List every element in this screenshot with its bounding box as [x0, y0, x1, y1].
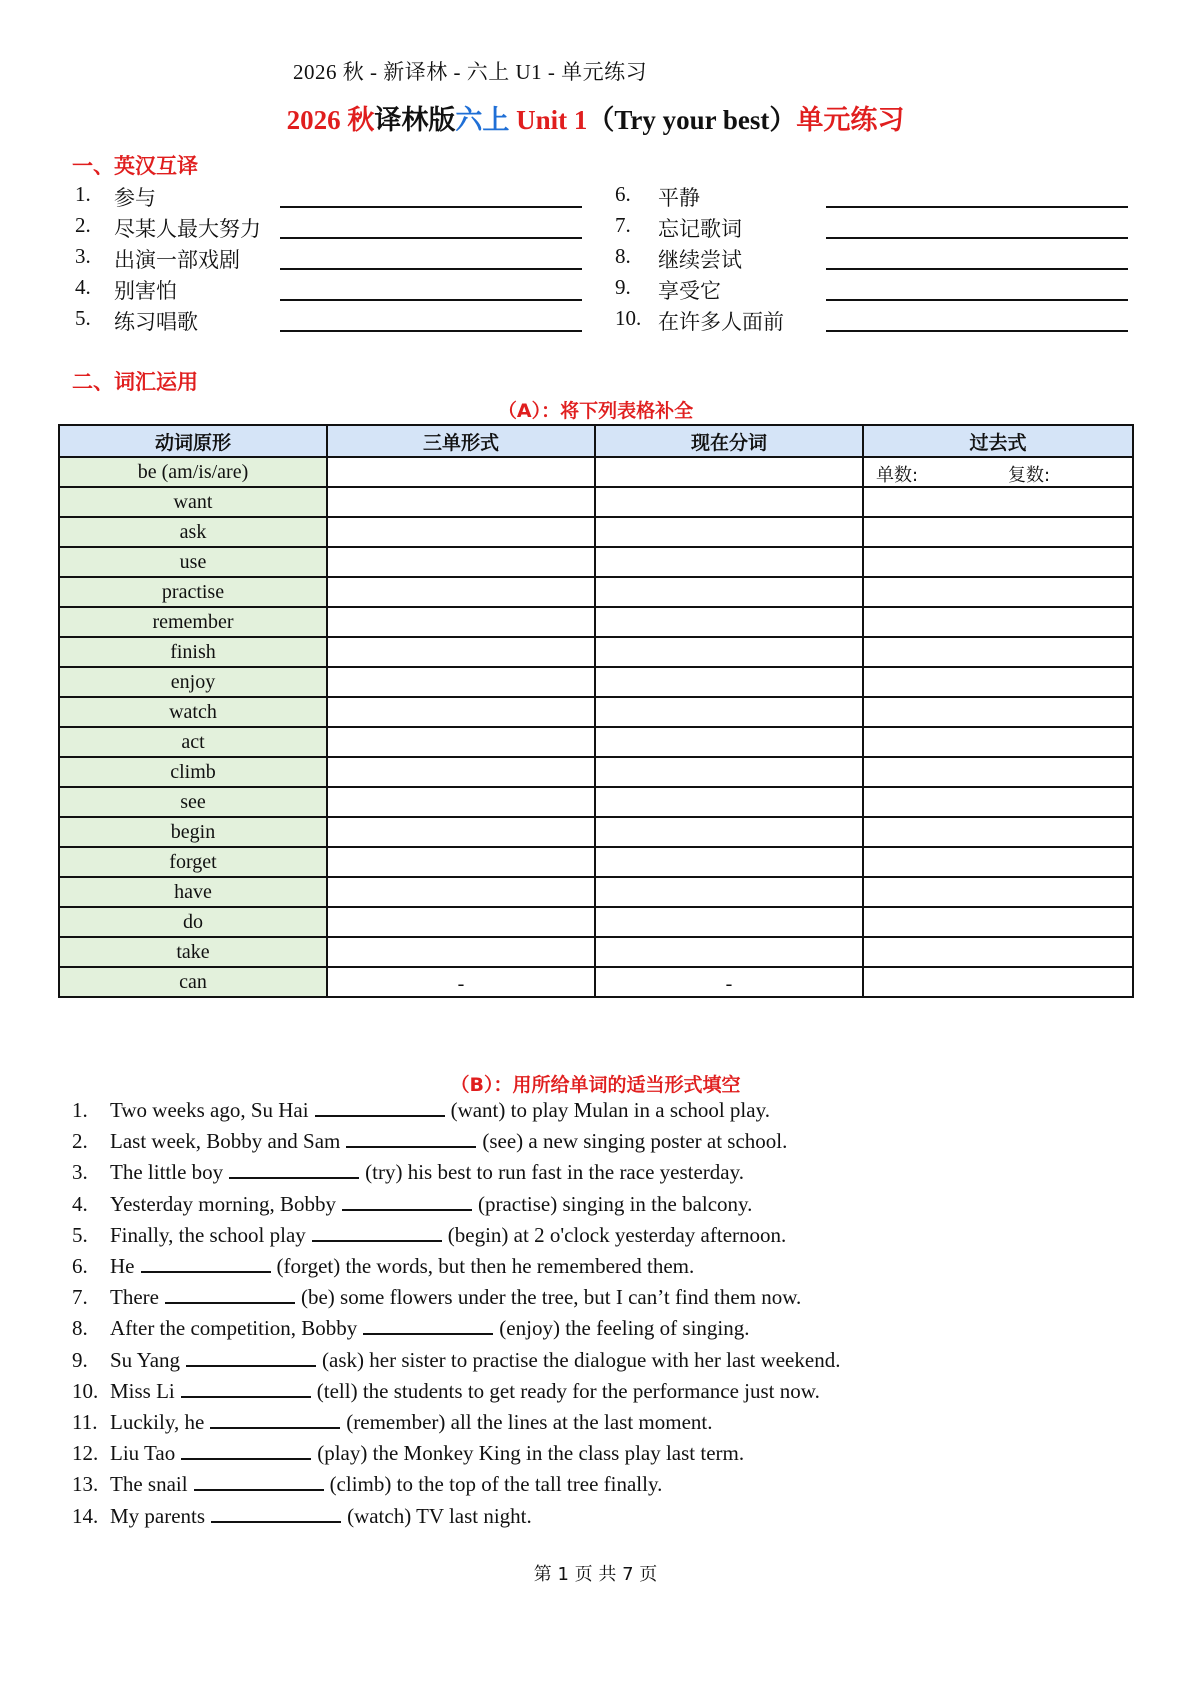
fill-item-before: My parents: [110, 1503, 206, 1528]
title-part-6: 单元练习: [796, 105, 905, 135]
answer-blank[interactable]: [315, 1101, 445, 1117]
vocab-item: [615, 213, 1128, 243]
answer-blank[interactable]: [826, 268, 1128, 270]
past-tense-cell[interactable]: [863, 817, 1133, 847]
present-participle-cell[interactable]: [595, 577, 863, 607]
table-row: [59, 727, 1133, 757]
vocab-item-text: 继续尝试: [658, 248, 742, 272]
answer-blank[interactable]: [181, 1444, 311, 1460]
verb-base-cell: do: [59, 907, 327, 937]
fill-item-number: 6.: [72, 1254, 88, 1278]
table-row: [59, 577, 1133, 607]
present-participle-cell[interactable]: [595, 457, 863, 487]
vocab-item: [615, 182, 1128, 212]
present-participle-cell[interactable]: [595, 847, 863, 877]
third-person-cell[interactable]: [327, 547, 595, 577]
fill-item-number: 9.: [72, 1347, 88, 1372]
verb-base-cell: finish: [59, 637, 327, 667]
vocab-item: [615, 275, 1128, 305]
third-person-cell[interactable]: [327, 577, 595, 607]
fill-item-number: 2.: [72, 1129, 88, 1154]
past-tense-cell[interactable]: [863, 637, 1133, 667]
fill-item-number: 12.: [72, 1441, 99, 1466]
answer-blank[interactable]: [280, 237, 582, 239]
fill-item-after: (want) to play Mulan in a school play.: [450, 1098, 770, 1122]
table-row: [59, 607, 1133, 637]
fill-item-after: (remember) all the lines at the last moment.: [346, 1410, 713, 1434]
present-participle-cell[interactable]: [595, 517, 863, 547]
fill-item-after: (enjoy) the feeling of singing.: [499, 1316, 750, 1341]
fill-item-before: Last week, Bobby and Sam: [110, 1129, 341, 1154]
answer-blank[interactable]: [826, 330, 1128, 332]
past-tense-cell[interactable]: [863, 487, 1133, 517]
third-person-cell[interactable]: [327, 457, 595, 487]
vocab-item-text: 忘记歌词: [658, 217, 742, 241]
answer-blank[interactable]: [211, 1507, 341, 1523]
answer-blank[interactable]: [229, 1163, 359, 1179]
fill-item: [72, 1160, 744, 1185]
past-tense-cell[interactable]: [863, 727, 1133, 757]
table-row: [59, 967, 1133, 997]
fill-item-number: 4.: [72, 1191, 88, 1216]
past-tense-cell[interactable]: [863, 697, 1133, 727]
verb-base-cell: can: [59, 967, 327, 997]
col-header-third-person: 三单形式: [327, 425, 595, 457]
fill-item: [72, 1129, 787, 1154]
title-part-5: （Try your best）: [587, 105, 797, 135]
answer-blank[interactable]: [210, 1413, 340, 1429]
vocab-item-number: 7.: [615, 213, 631, 237]
fill-item: [72, 1192, 752, 1217]
fill-item-after: (try) his best to run fast in the race yesterday.: [365, 1160, 744, 1185]
past-tense-cell[interactable]: [863, 937, 1133, 967]
part-b-heading: （B）：用所给单词的适当形式填空: [450, 1074, 741, 1096]
fill-item-before: Su Yang: [110, 1347, 181, 1372]
table-header-row: [59, 425, 1133, 457]
past-tense-cell[interactable]: [863, 607, 1133, 637]
vocab-item: [615, 244, 1128, 274]
fill-item-before: Miss Li: [110, 1378, 175, 1403]
fill-item: [72, 1410, 713, 1435]
present-participle-cell[interactable]: [595, 817, 863, 847]
title-part-4: Unit 1: [509, 105, 588, 135]
fill-item: [72, 1223, 786, 1248]
fill-item-number: 14.: [72, 1503, 99, 1528]
fill-item-after: (play) the Monkey King in the class play last term.: [317, 1441, 745, 1466]
third-person-cell[interactable]: [327, 517, 595, 547]
fill-item-before: Yesterday morning, Bobby: [110, 1191, 336, 1216]
present-participle-cell[interactable]: [595, 727, 863, 757]
third-person-cell[interactable]: [327, 847, 595, 877]
vocab-item-number: 2.: [75, 213, 91, 237]
third-person-cell[interactable]: [327, 667, 595, 697]
present-participle-cell[interactable]: [595, 877, 863, 907]
verb-base-cell: be (am/is/are): [59, 457, 327, 487]
verb-base-cell: act: [59, 727, 327, 757]
table-row: [59, 697, 1133, 727]
fill-item-number: 3.: [72, 1160, 88, 1185]
vocab-item-text: 别害怕: [114, 279, 177, 303]
vocab-item: [75, 275, 582, 305]
verb-base-cell: have: [59, 877, 327, 907]
vocab-item-number: 3.: [75, 244, 91, 268]
table-row: [59, 757, 1133, 787]
table-row: [59, 937, 1133, 967]
past-tense-cell[interactable]: [863, 907, 1133, 937]
answer-blank[interactable]: [280, 206, 582, 208]
vocab-item-text: 平静: [658, 186, 700, 210]
verb-base-cell: begin: [59, 817, 327, 847]
present-participle-cell[interactable]: [595, 937, 863, 967]
title-part-1: 2026 秋: [286, 105, 375, 135]
third-person-cell[interactable]: [327, 937, 595, 967]
vocab-item-text: 享受它: [658, 279, 721, 303]
page-title: [0, 98, 1191, 137]
fill-item: [72, 1348, 840, 1373]
verb-base-cell: ask: [59, 517, 327, 547]
table-row: [59, 847, 1133, 877]
verb-base-cell: want: [59, 487, 327, 517]
fill-item-number: 1.: [72, 1098, 88, 1122]
third-person-cell[interactable]: [327, 487, 595, 517]
vocab-item-number: 5.: [75, 306, 91, 330]
fill-item-number: 13.: [72, 1472, 99, 1497]
past-tense-cell[interactable]: [863, 577, 1133, 607]
answer-blank[interactable]: [346, 1132, 476, 1148]
fill-item: [72, 1285, 801, 1310]
vocab-item-number: 10.: [615, 306, 642, 330]
fill-item-after: (climb) to the top of the tall tree finally.: [329, 1472, 663, 1497]
verb-forms-table: [58, 424, 1134, 998]
vocab-item-number: 9.: [615, 275, 631, 299]
table-row: [59, 517, 1133, 547]
present-participle-cell[interactable]: [595, 607, 863, 637]
verb-base-cell: use: [59, 547, 327, 577]
past-singular-label: 单数:: [876, 465, 919, 486]
third-person-cell[interactable]: [327, 757, 595, 787]
vocab-item-text: 练习唱歌: [114, 310, 198, 334]
vocab-item-number: 1.: [75, 182, 91, 206]
fill-item: [72, 1504, 532, 1529]
fill-item-before: He: [110, 1254, 135, 1278]
fill-item: [72, 1441, 744, 1466]
fill-item-after: (tell) the students to get ready for the performance just now.: [316, 1378, 820, 1403]
fill-item-after: (ask) her sister to practise the dialogue with her last weekend.: [322, 1347, 841, 1372]
past-tense-cell[interactable]: [863, 517, 1133, 547]
fill-item-after: (begin) at 2 o'clock yesterday afternoon.: [447, 1222, 787, 1247]
third-person-cell[interactable]: [327, 817, 595, 847]
answer-blank[interactable]: [181, 1382, 311, 1398]
past-plural-label: 复数:: [1008, 465, 1051, 486]
answer-blank[interactable]: [194, 1475, 324, 1491]
third-person-cell[interactable]: [327, 637, 595, 667]
fill-item-number: 11.: [72, 1410, 98, 1434]
table-row: [59, 907, 1133, 937]
fill-item-after: (be) some flowers under the tree, but I can’t find them now.: [300, 1285, 802, 1310]
present-participle-cell[interactable]: [595, 757, 863, 787]
table-row: [59, 487, 1133, 517]
vocab-item: [75, 213, 582, 243]
table-row: [59, 787, 1133, 817]
past-tense-cell[interactable]: [863, 547, 1133, 577]
vocab-item-text: 参与: [114, 186, 156, 210]
fill-item-number: 10.: [72, 1378, 99, 1403]
third-person-cell: -: [327, 967, 595, 997]
past-tense-cell[interactable]: [863, 667, 1133, 697]
vocab-item-number: 8.: [615, 244, 631, 268]
answer-blank[interactable]: [826, 206, 1128, 208]
third-person-cell[interactable]: [327, 697, 595, 727]
fill-item-before: Liu Tao: [110, 1441, 176, 1466]
fill-item: [72, 1316, 749, 1341]
answer-blank[interactable]: [165, 1288, 295, 1304]
past-tense-cell[interactable]: [863, 757, 1133, 787]
third-person-cell[interactable]: [327, 607, 595, 637]
table-row: [59, 817, 1133, 847]
fill-item-before: After the competition, Bobby: [110, 1316, 358, 1341]
present-participle-cell: -: [595, 967, 863, 997]
section-1-heading: 一、英汉互译: [72, 154, 198, 178]
fill-item-after: (forget) the words, but then he remembered them.: [276, 1254, 695, 1278]
verb-base-cell: practise: [59, 577, 327, 607]
vocab-item: [615, 306, 1128, 336]
present-participle-cell[interactable]: [595, 907, 863, 937]
fill-item-before: Finally, the school play: [110, 1222, 306, 1247]
answer-blank[interactable]: [186, 1351, 316, 1367]
third-person-cell[interactable]: [327, 907, 595, 937]
col-header-present-participle: 现在分词: [595, 425, 863, 457]
verb-base-cell: remember: [59, 607, 327, 637]
answer-blank[interactable]: [141, 1257, 271, 1273]
title-part-2: 译林版: [374, 105, 456, 135]
present-participle-cell[interactable]: [595, 787, 863, 817]
page-footer: 第 1 页 共 7 页: [533, 1564, 658, 1585]
title-part-3: 六上: [455, 105, 510, 135]
verb-base-cell: take: [59, 937, 327, 967]
answer-blank[interactable]: [826, 299, 1128, 301]
fill-item-before: The little boy: [110, 1160, 224, 1185]
vocab-item-text: 在许多人面前: [658, 310, 784, 334]
table-row: [59, 667, 1133, 697]
present-participle-cell[interactable]: [595, 667, 863, 697]
present-participle-cell[interactable]: [595, 637, 863, 667]
vocab-item-number: 6.: [615, 182, 631, 206]
fill-item-number: 5.: [72, 1222, 88, 1247]
fill-item-after: (see) a new singing poster at school.: [482, 1129, 788, 1154]
part-a-heading: （A）：将下列表格补全: [497, 400, 694, 422]
answer-blank[interactable]: [363, 1319, 493, 1335]
third-person-cell[interactable]: [327, 727, 595, 757]
fill-item-before: The snail: [110, 1472, 188, 1497]
answer-blank[interactable]: [280, 330, 582, 332]
past-tense-cell[interactable]: [863, 847, 1133, 877]
verb-base-cell: watch: [59, 697, 327, 727]
third-person-cell[interactable]: [327, 787, 595, 817]
vocab-item-number: 4.: [75, 275, 91, 299]
col-header-past-tense: 过去式: [863, 425, 1133, 457]
fill-item-before: Luckily, he: [110, 1410, 205, 1434]
answer-blank[interactable]: [280, 268, 582, 270]
third-person-cell[interactable]: [327, 877, 595, 907]
vocab-item: [75, 182, 582, 212]
vocab-item: [75, 306, 582, 336]
verb-base-cell: forget: [59, 847, 327, 877]
fill-item-before: Two weeks ago, Su Hai: [110, 1098, 309, 1122]
fill-item-after: (watch) TV last night.: [347, 1503, 532, 1528]
answer-blank[interactable]: [826, 237, 1128, 239]
verb-base-cell: enjoy: [59, 667, 327, 697]
past-tense-split: [864, 458, 1132, 486]
table-row: [59, 547, 1133, 577]
vocab-item-text: 出演一部戏剧: [114, 248, 240, 272]
answer-blank[interactable]: [342, 1195, 472, 1211]
fill-item-after: (practise) singing in the balcony.: [477, 1191, 753, 1216]
verb-base-cell: climb: [59, 757, 327, 787]
past-tense-cell[interactable]: [863, 967, 1133, 997]
vocab-item: [75, 244, 582, 274]
present-participle-cell[interactable]: [595, 487, 863, 517]
present-participle-cell[interactable]: [595, 547, 863, 577]
past-tense-cell[interactable]: [863, 457, 1133, 487]
col-header-base: 动词原形: [59, 425, 327, 457]
fill-item: [72, 1098, 770, 1123]
answer-blank[interactable]: [280, 299, 582, 301]
answer-blank[interactable]: [312, 1226, 442, 1242]
verb-base-cell: see: [59, 787, 327, 817]
fill-item-number: 8.: [72, 1316, 88, 1341]
past-tense-cell[interactable]: [863, 877, 1133, 907]
past-tense-cell[interactable]: [863, 787, 1133, 817]
header-line: 2026 秋 - 新译林 - 六上 U1 - 单元练习: [293, 60, 648, 84]
present-participle-cell[interactable]: [595, 697, 863, 727]
fill-item: [72, 1379, 820, 1404]
table-row: [59, 457, 1133, 487]
table-row: [59, 637, 1133, 667]
fill-item: [72, 1472, 662, 1497]
fill-item-number: 7.: [72, 1285, 88, 1310]
vocab-item-text: 尽某人最大努力: [114, 217, 261, 241]
table-row: [59, 877, 1133, 907]
fill-item-before: There: [110, 1285, 159, 1310]
section-2-heading: 二、词汇运用: [72, 370, 198, 394]
fill-item: [72, 1254, 694, 1279]
